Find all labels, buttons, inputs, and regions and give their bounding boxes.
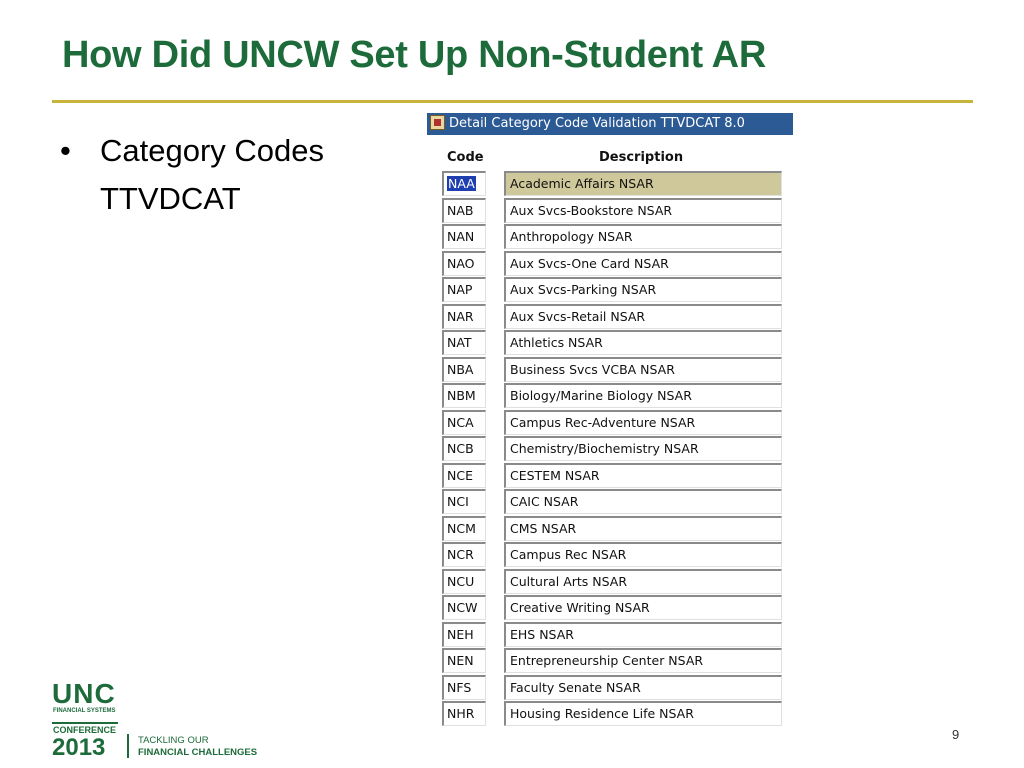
description-field[interactable]: Academic Affairs NSAR <box>504 171 782 196</box>
description-column-header: Description <box>599 150 684 165</box>
code-value: NCM <box>447 520 476 536</box>
code-field[interactable] <box>442 198 486 223</box>
code-field[interactable] <box>442 675 486 700</box>
code-field[interactable] <box>442 251 486 276</box>
logo-unc: UNC <box>52 678 116 709</box>
code-field[interactable] <box>442 701 486 726</box>
code-value: NAN <box>447 229 475 244</box>
description-field[interactable]: Aux Svcs-Bookstore NSAR <box>504 198 782 223</box>
description-field[interactable]: Campus Rec NSAR <box>504 542 782 567</box>
description-field[interactable]: Faculty Senate NSAR <box>504 675 782 700</box>
code-value: NHR <box>447 706 475 721</box>
window-title: Detail Category Code Validation TTVDCAT 8.0 <box>449 116 745 131</box>
code-value: NBM <box>447 388 476 403</box>
description-field[interactable]: Aux Svcs-One Card NSAR <box>504 251 782 276</box>
logo-separator <box>127 734 129 758</box>
code-field[interactable] <box>442 330 486 355</box>
code-field[interactable] <box>442 516 486 541</box>
description-field[interactable]: Aux Svcs-Retail NSAR <box>504 304 782 329</box>
description-field[interactable]: EHS NSAR <box>504 622 782 647</box>
description-field[interactable]: Creative Writing NSAR <box>504 595 782 620</box>
code-value: NAA <box>448 176 475 191</box>
logo-tagline-2: FINANCIAL CHALLENGES <box>138 747 258 758</box>
code-field[interactable] <box>442 436 486 461</box>
code-field[interactable] <box>442 383 486 408</box>
logo-year: 2013 <box>52 734 106 761</box>
description-field[interactable]: CESTEM NSAR <box>504 463 782 488</box>
slide-title: How Did UNCW Set Up Non-Student AR <box>62 34 766 76</box>
description-field[interactable]: Athletics NSAR <box>504 330 782 355</box>
description-field[interactable]: CAIC NSAR <box>504 489 782 514</box>
code-value: NAR <box>447 308 474 324</box>
page-number: 9 <box>952 727 960 742</box>
code-value: NAT <box>447 335 472 350</box>
code-value: NCA <box>447 414 474 430</box>
code-value: NCI <box>447 494 469 509</box>
description-field[interactable]: Biology/Marine Biology NSAR <box>504 383 782 408</box>
code-value: NAP <box>447 282 473 297</box>
code-field[interactable] <box>442 171 486 196</box>
bullet-point: • <box>60 133 71 168</box>
bullet-line: Category Codes <box>100 133 325 168</box>
conference-logo <box>52 678 282 760</box>
code-value: NCB <box>447 441 474 456</box>
bullet-text <box>100 127 324 223</box>
code-value: NCU <box>447 573 475 589</box>
code-field[interactable] <box>442 410 486 435</box>
code-value: NAO <box>447 255 475 271</box>
banner-form-screenshot <box>427 113 793 733</box>
window-titlebar[interactable] <box>427 113 793 135</box>
code-value: NEH <box>447 626 474 642</box>
code-field[interactable] <box>442 489 486 514</box>
logo-tagline-1: TACKLING OUR <box>138 735 209 746</box>
description-field[interactable]: Business Svcs VCBA NSAR <box>504 357 782 382</box>
description-field[interactable]: CMS NSAR <box>504 516 782 541</box>
logo-subtitle: FINANCIAL SYSTEMS <box>53 708 116 714</box>
code-field[interactable] <box>442 357 486 382</box>
code-field[interactable] <box>442 648 486 673</box>
description-field[interactable]: Housing Residence Life NSAR <box>504 701 782 726</box>
description-field[interactable]: Cultural Arts NSAR <box>504 569 782 594</box>
code-value: NEN <box>447 653 474 668</box>
description-field[interactable]: Entrepreneurship Center NSAR <box>504 648 782 673</box>
bullet-line: TTVDCAT <box>100 181 241 216</box>
description-field[interactable]: Anthropology NSAR <box>504 224 782 249</box>
code-value: NCR <box>447 547 474 562</box>
logo-conference: CONFERENCE <box>53 725 117 735</box>
title-divider <box>52 100 973 103</box>
code-field[interactable] <box>442 304 486 329</box>
code-field[interactable] <box>442 463 486 488</box>
code-value: NAB <box>447 202 474 218</box>
form-icon <box>430 115 445 130</box>
code-field[interactable] <box>442 224 486 249</box>
description-field[interactable]: Campus Rec-Adventure NSAR <box>504 410 782 435</box>
code-value: NFS <box>447 679 472 695</box>
code-value: NCW <box>447 600 478 615</box>
code-column-header: Code <box>447 150 484 165</box>
code-field[interactable] <box>442 595 486 620</box>
code-value: NBA <box>447 361 474 377</box>
code-field[interactable] <box>442 277 486 302</box>
code-field[interactable] <box>442 569 486 594</box>
logo-divider <box>52 722 118 724</box>
code-field[interactable] <box>442 542 486 567</box>
code-field[interactable] <box>442 622 486 647</box>
description-field[interactable]: Aux Svcs-Parking NSAR <box>504 277 782 302</box>
description-field[interactable]: Chemistry/Biochemistry NSAR <box>504 436 782 461</box>
code-value: NCE <box>447 467 473 483</box>
